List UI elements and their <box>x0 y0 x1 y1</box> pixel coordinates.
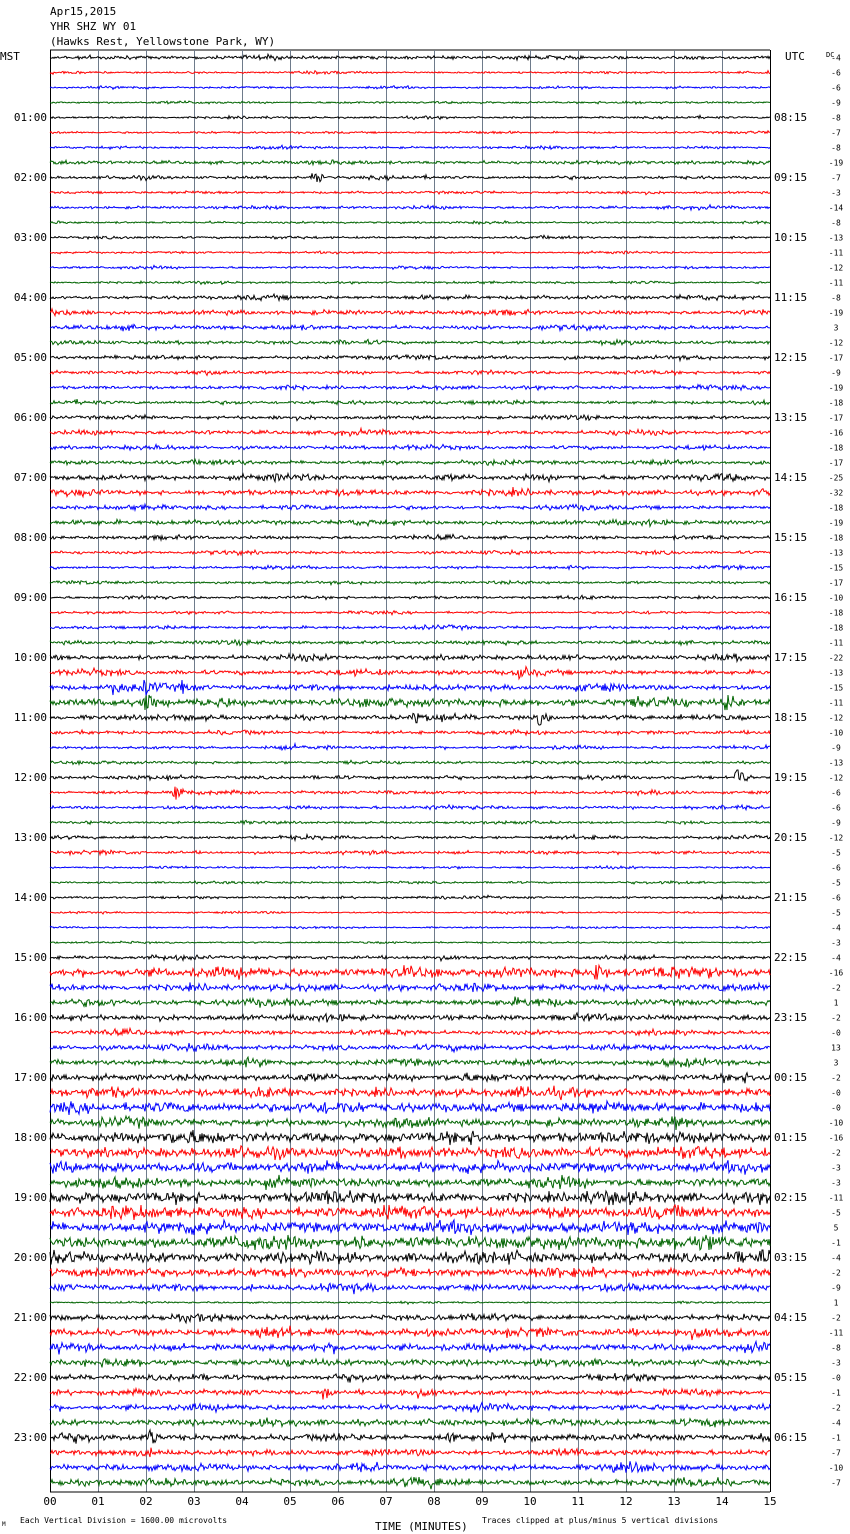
trace-line <box>50 265 770 269</box>
trace-line <box>50 654 770 662</box>
dc-offset-label: -5 <box>831 1208 841 1218</box>
trace-line <box>50 487 770 497</box>
trace-line <box>50 281 770 284</box>
dc-offset-label: -11 <box>828 1328 844 1338</box>
dc-offset-label: -13 <box>828 233 844 243</box>
dc-offset-label: -4 <box>831 53 841 63</box>
dc-offset-label: -2 <box>831 1073 841 1083</box>
trace-line <box>50 1389 770 1400</box>
trace-line <box>50 1477 770 1489</box>
trace-line <box>50 1160 770 1174</box>
x-tick-label: 06 <box>331 1495 345 1508</box>
x-tick-label: 07 <box>379 1495 393 1508</box>
dc-offset-label: -6 <box>831 893 841 903</box>
trace-line <box>50 1373 770 1383</box>
dc-offset-label: -9 <box>831 743 841 753</box>
dc-offset-label: -18 <box>828 533 844 543</box>
trace-line <box>50 145 770 149</box>
dc-offset-label: -15 <box>828 563 844 573</box>
hour-label-utc: 05:15 <box>774 1371 808 1384</box>
hour-label-mst: 10:00 <box>13 651 47 664</box>
dc-offset-label: -14 <box>828 203 844 213</box>
trace-line <box>50 881 770 884</box>
dc-offset-label: -19 <box>828 383 844 393</box>
hour-label-mst: 21:00 <box>13 1311 47 1324</box>
dc-offset-label: -12 <box>828 338 844 348</box>
dc-offset-label: -6 <box>831 803 841 813</box>
dc-offset-label: -1 <box>831 1433 841 1443</box>
x-tick-label: 09 <box>475 1495 489 1508</box>
dc-offset-label: -18 <box>828 443 844 453</box>
trace-line <box>50 941 770 944</box>
dc-offset-label: -0 <box>831 1373 841 1383</box>
dc-offset-label: -16 <box>828 1133 844 1143</box>
hour-label-utc: 20:15 <box>774 831 808 844</box>
dc-offset-label: -18 <box>828 503 844 513</box>
trace-line <box>50 850 770 855</box>
trace-line <box>50 770 770 781</box>
dc-offset-label: 1 <box>833 998 839 1008</box>
dc-offset-label: -3 <box>831 938 841 948</box>
hour-label-utc: 14:15 <box>774 471 808 484</box>
x-tick-label: 02 <box>139 1495 153 1508</box>
trace-line <box>50 444 770 450</box>
trace-line <box>50 474 770 482</box>
trace-line <box>50 355 770 361</box>
dc-offset-label: -8 <box>831 1343 841 1353</box>
dc-offset-label: -9 <box>831 368 841 378</box>
dc-offset-label: -18 <box>828 398 844 408</box>
trace-line <box>50 1283 770 1294</box>
hour-label-utc: 12:15 <box>774 351 808 364</box>
trace-line <box>50 1342 770 1355</box>
dc-offset-label: -11 <box>828 1193 844 1203</box>
hour-label-utc: 17:15 <box>774 651 808 664</box>
dc-offset-label: -25 <box>828 473 844 483</box>
dc-offset-label: 13 <box>831 1043 841 1053</box>
hour-label-mst: 16:00 <box>13 1011 47 1024</box>
dc-offset-label: -12 <box>828 833 844 843</box>
dc-offset-label: -5 <box>831 908 841 918</box>
trace-line <box>50 191 770 195</box>
trace-line <box>50 820 770 824</box>
trace-line <box>50 1146 770 1160</box>
trace-line <box>50 294 770 300</box>
dc-offset-label: -1 <box>831 1388 841 1398</box>
dc-offset-label: -9 <box>831 98 841 108</box>
dc-offset-label: -0 <box>831 1028 841 1038</box>
trace-line <box>50 1301 770 1304</box>
x-tick-label: 10 <box>523 1495 537 1508</box>
dc-offset-label: -8 <box>831 143 841 153</box>
header-date: Apr15,2015 <box>50 5 117 18</box>
trace-line <box>50 1205 770 1220</box>
hour-label-utc: 16:15 <box>774 591 808 604</box>
dc-offset-label: -11 <box>828 248 844 258</box>
x-tick-label: 15 <box>763 1495 777 1508</box>
dc-offset-label: -6 <box>831 68 841 78</box>
dc-offset-label: -4 <box>831 953 841 963</box>
hour-label-mst: 15:00 <box>13 951 47 964</box>
trace-line <box>50 1116 770 1130</box>
trace-line <box>50 895 770 899</box>
dc-offset-label: -2 <box>831 1313 841 1323</box>
dc-offset-label: -3 <box>831 1163 841 1173</box>
trace-line <box>50 1235 770 1250</box>
hour-label-mst: 13:00 <box>13 831 47 844</box>
dc-offset-label: -8 <box>831 218 841 228</box>
x-tick-label: 12 <box>619 1495 633 1508</box>
hour-label-mst: 22:00 <box>13 1371 47 1384</box>
hour-label-utc: 09:15 <box>774 171 808 184</box>
hour-label-mst: 06:00 <box>13 411 47 424</box>
trace-line <box>50 713 770 725</box>
hour-label-mst: 11:00 <box>13 711 47 724</box>
hour-label-utc: 04:15 <box>774 1311 808 1324</box>
trace-line <box>50 86 770 90</box>
hour-label-mst: 02:00 <box>13 171 47 184</box>
trace-line <box>50 221 770 224</box>
trace-line <box>50 428 770 436</box>
timezone-utc: UTC <box>785 50 805 63</box>
trace-line <box>50 911 770 914</box>
trace-line <box>50 1461 770 1472</box>
trace-line <box>50 926 770 928</box>
dc-offset-label: -2 <box>831 1268 841 1278</box>
dc-offset-label: -19 <box>828 518 844 528</box>
trace-line <box>50 787 770 800</box>
trace-line <box>50 550 770 555</box>
dc-offset-label: -1 <box>831 1238 841 1248</box>
trace-line <box>50 667 770 679</box>
dc-offset-label: -4 <box>831 1418 841 1428</box>
hour-label-mst: 18:00 <box>13 1131 47 1144</box>
x-axis-title: TIME (MINUTES) <box>375 1520 468 1533</box>
trace-line <box>50 1418 770 1428</box>
hour-label-utc: 02:15 <box>774 1191 808 1204</box>
dc-offset-label: -5 <box>831 848 841 858</box>
trace-line <box>50 534 770 540</box>
trace-line <box>50 640 770 646</box>
dc-offset-label: -7 <box>831 1448 841 1458</box>
trace-line <box>50 1220 770 1235</box>
trace-line <box>50 611 770 615</box>
hour-label-mst: 17:00 <box>13 1071 47 1084</box>
trace-line <box>50 695 770 710</box>
dc-offset-label: -4 <box>831 923 841 933</box>
dc-offset-label: -2 <box>831 1403 841 1413</box>
trace-line <box>50 730 770 735</box>
trace-line <box>50 1028 770 1035</box>
trace-line <box>50 1130 770 1145</box>
trace-line <box>50 173 770 182</box>
dc-offset-label: -3 <box>831 188 841 198</box>
hour-label-utc: 11:15 <box>774 291 808 304</box>
dc-offset-label: -6 <box>831 83 841 93</box>
dc-header: DC <box>826 51 835 59</box>
dc-offset-label: -22 <box>828 653 844 663</box>
dc-offset-label: -10 <box>828 728 844 738</box>
trace-line <box>50 235 770 239</box>
hour-label-utc: 10:15 <box>774 231 808 244</box>
trace-line <box>50 565 770 569</box>
dc-offset-label: -2 <box>831 1148 841 1158</box>
x-tick-label: 00 <box>43 1495 57 1508</box>
hour-label-utc: 08:15 <box>774 111 808 124</box>
dc-offset-label: -5 <box>831 878 841 888</box>
trace-line <box>50 1175 770 1190</box>
trace-line <box>50 71 770 75</box>
hour-label-utc: 06:15 <box>774 1431 808 1444</box>
hour-label-mst: 04:00 <box>13 291 47 304</box>
hour-label-mst: 05:00 <box>13 351 47 364</box>
x-tick-label: 14 <box>715 1495 729 1508</box>
scale-note: Each Vertical Division = 1600.00 microvolts <box>20 1516 228 1525</box>
dc-offset-label: -7 <box>831 1478 841 1488</box>
dc-offset-label: 3 <box>833 1058 839 1068</box>
hour-label-mst: 07:00 <box>13 471 47 484</box>
hour-label-utc: 19:15 <box>774 771 808 784</box>
trace-line <box>50 339 770 345</box>
trace-line <box>50 835 770 841</box>
dc-offset-label: -18 <box>828 623 844 633</box>
trace-line <box>50 1086 770 1100</box>
dc-offset-label: -13 <box>828 548 844 558</box>
hour-label-utc: 03:15 <box>774 1251 808 1264</box>
dc-offset-label: -16 <box>828 428 844 438</box>
clip-note: Traces clipped at plus/minus 5 vertical divisions <box>482 1516 719 1525</box>
corner-mark: M <box>2 1521 6 1528</box>
dc-offset-label: -10 <box>828 1463 844 1473</box>
trace-line <box>50 1430 770 1444</box>
hour-label-mst: 09:00 <box>13 591 47 604</box>
trace-line <box>50 160 770 165</box>
trace-line <box>50 595 770 599</box>
dc-offset-label: -8 <box>831 293 841 303</box>
trace-line <box>50 519 770 526</box>
trace-line <box>50 101 770 104</box>
dc-offset-label: -13 <box>828 668 844 678</box>
dc-offset-label: -17 <box>828 578 844 588</box>
x-tick-label: 08 <box>427 1495 441 1508</box>
trace-line <box>50 309 770 316</box>
dc-offset-label: -12 <box>828 263 844 273</box>
hour-label-utc: 13:15 <box>774 411 808 424</box>
dc-offset-label: -12 <box>828 773 844 783</box>
dc-offset-label: -15 <box>828 683 844 693</box>
hour-label-mst: 01:00 <box>13 111 47 124</box>
hour-label-mst: 08:00 <box>13 531 47 544</box>
dc-offset-label: -8 <box>831 113 841 123</box>
dc-offset-label: -7 <box>831 128 841 138</box>
hour-label-mst: 20:00 <box>13 1251 47 1264</box>
hour-label-mst: 03:00 <box>13 231 47 244</box>
dc-offset-label: -3 <box>831 1358 841 1368</box>
trace-line <box>50 1358 770 1367</box>
hour-label-utc: 18:15 <box>774 711 808 724</box>
dc-offset-label: -9 <box>831 818 841 828</box>
x-tick-label: 04 <box>235 1495 249 1508</box>
dc-offset-label: -4 <box>831 1253 841 1263</box>
dc-offset-label: -2 <box>831 983 841 993</box>
x-tick-label: 03 <box>187 1495 201 1508</box>
trace-line <box>50 54 770 60</box>
trace-line <box>50 205 770 210</box>
trace-line <box>50 1073 770 1084</box>
hour-label-mst: 19:00 <box>13 1191 47 1204</box>
trace-line <box>50 459 770 465</box>
trace-line <box>50 399 770 405</box>
trace-line <box>50 325 770 332</box>
dc-offset-label: -17 <box>828 458 844 468</box>
dc-offset-label: -16 <box>828 968 844 978</box>
trace-line <box>50 1057 770 1067</box>
header-location: (Hawks Rest, Yellowstone Park, WY) <box>50 35 276 48</box>
trace-line <box>50 504 770 511</box>
dc-offset-label: -19 <box>828 158 844 168</box>
trace-line <box>50 1448 770 1457</box>
trace-line <box>50 385 770 391</box>
trace-line <box>50 1043 770 1052</box>
trace-line <box>50 1190 770 1205</box>
dc-offset-label: -17 <box>828 353 844 363</box>
x-tick-label: 13 <box>667 1495 681 1508</box>
dc-offset-label: -12 <box>828 713 844 723</box>
trace-line <box>50 131 770 134</box>
dc-offset-label: -6 <box>831 788 841 798</box>
trace-line <box>50 1013 770 1023</box>
dc-offset-label: -13 <box>828 758 844 768</box>
x-tick-label: 01 <box>91 1495 105 1508</box>
trace-line <box>50 1326 770 1340</box>
dc-offset-label: -3 <box>831 1178 841 1188</box>
x-tick-label: 05 <box>283 1495 297 1508</box>
dc-offset-label: -0 <box>831 1088 841 1098</box>
trace-line <box>50 1250 770 1265</box>
trace-line <box>50 997 770 1008</box>
trace-line <box>50 625 770 630</box>
dc-offset-label: -10 <box>828 1118 844 1128</box>
trace-line <box>50 982 770 992</box>
dc-offset-label: -18 <box>828 608 844 618</box>
hour-label-utc: 21:15 <box>774 891 808 904</box>
hour-label-mst: 14:00 <box>13 891 47 904</box>
hour-label-mst: 23:00 <box>13 1431 47 1444</box>
dc-offset-label: -6 <box>831 863 841 873</box>
trace-line <box>50 415 770 421</box>
trace-line <box>50 581 770 585</box>
trace-line <box>50 744 770 750</box>
dc-offset-label: 1 <box>833 1298 839 1308</box>
dc-offset-label: -2 <box>831 1013 841 1023</box>
trace-line <box>50 805 770 810</box>
trace-line <box>50 1267 770 1278</box>
dc-offset-label: -32 <box>828 488 844 498</box>
dc-offset-label: -9 <box>831 1283 841 1293</box>
hour-label-utc: 22:15 <box>774 951 808 964</box>
trace-line <box>50 251 770 254</box>
dc-offset-label: -7 <box>831 173 841 183</box>
hour-label-utc: 01:15 <box>774 1131 808 1144</box>
x-tick-label: 11 <box>571 1495 585 1508</box>
dc-offset-label: 5 <box>833 1223 839 1233</box>
dc-offset-label: -11 <box>828 638 844 648</box>
trace-line <box>50 965 770 980</box>
dc-offset-label: -11 <box>828 698 844 708</box>
seismic-traces <box>50 54 770 1489</box>
dc-offset-label: -0 <box>831 1103 841 1113</box>
trace-line <box>50 1313 770 1323</box>
trace-line <box>50 115 770 119</box>
trace-line <box>50 955 770 961</box>
trace-line <box>50 866 770 869</box>
hour-label-utc: 00:15 <box>774 1071 808 1084</box>
trace-line <box>50 760 770 764</box>
hour-label-mst: 12:00 <box>13 771 47 784</box>
header-station: YHR SHZ WY 01 <box>50 20 137 33</box>
trace-line <box>50 1101 770 1115</box>
dc-offset-label: -10 <box>828 593 844 603</box>
dc-offset-label: -11 <box>828 278 844 288</box>
dc-offset-label: -19 <box>828 308 844 318</box>
timezone-mst: MST <box>0 50 20 63</box>
hour-label-utc: 15:15 <box>774 531 808 544</box>
dc-offset-label: -17 <box>828 413 844 423</box>
hour-label-utc: 23:15 <box>774 1011 808 1024</box>
trace-line <box>50 680 770 695</box>
dc-offset-label: 3 <box>833 323 839 333</box>
trace-line <box>50 370 770 375</box>
trace-line <box>50 1403 770 1413</box>
